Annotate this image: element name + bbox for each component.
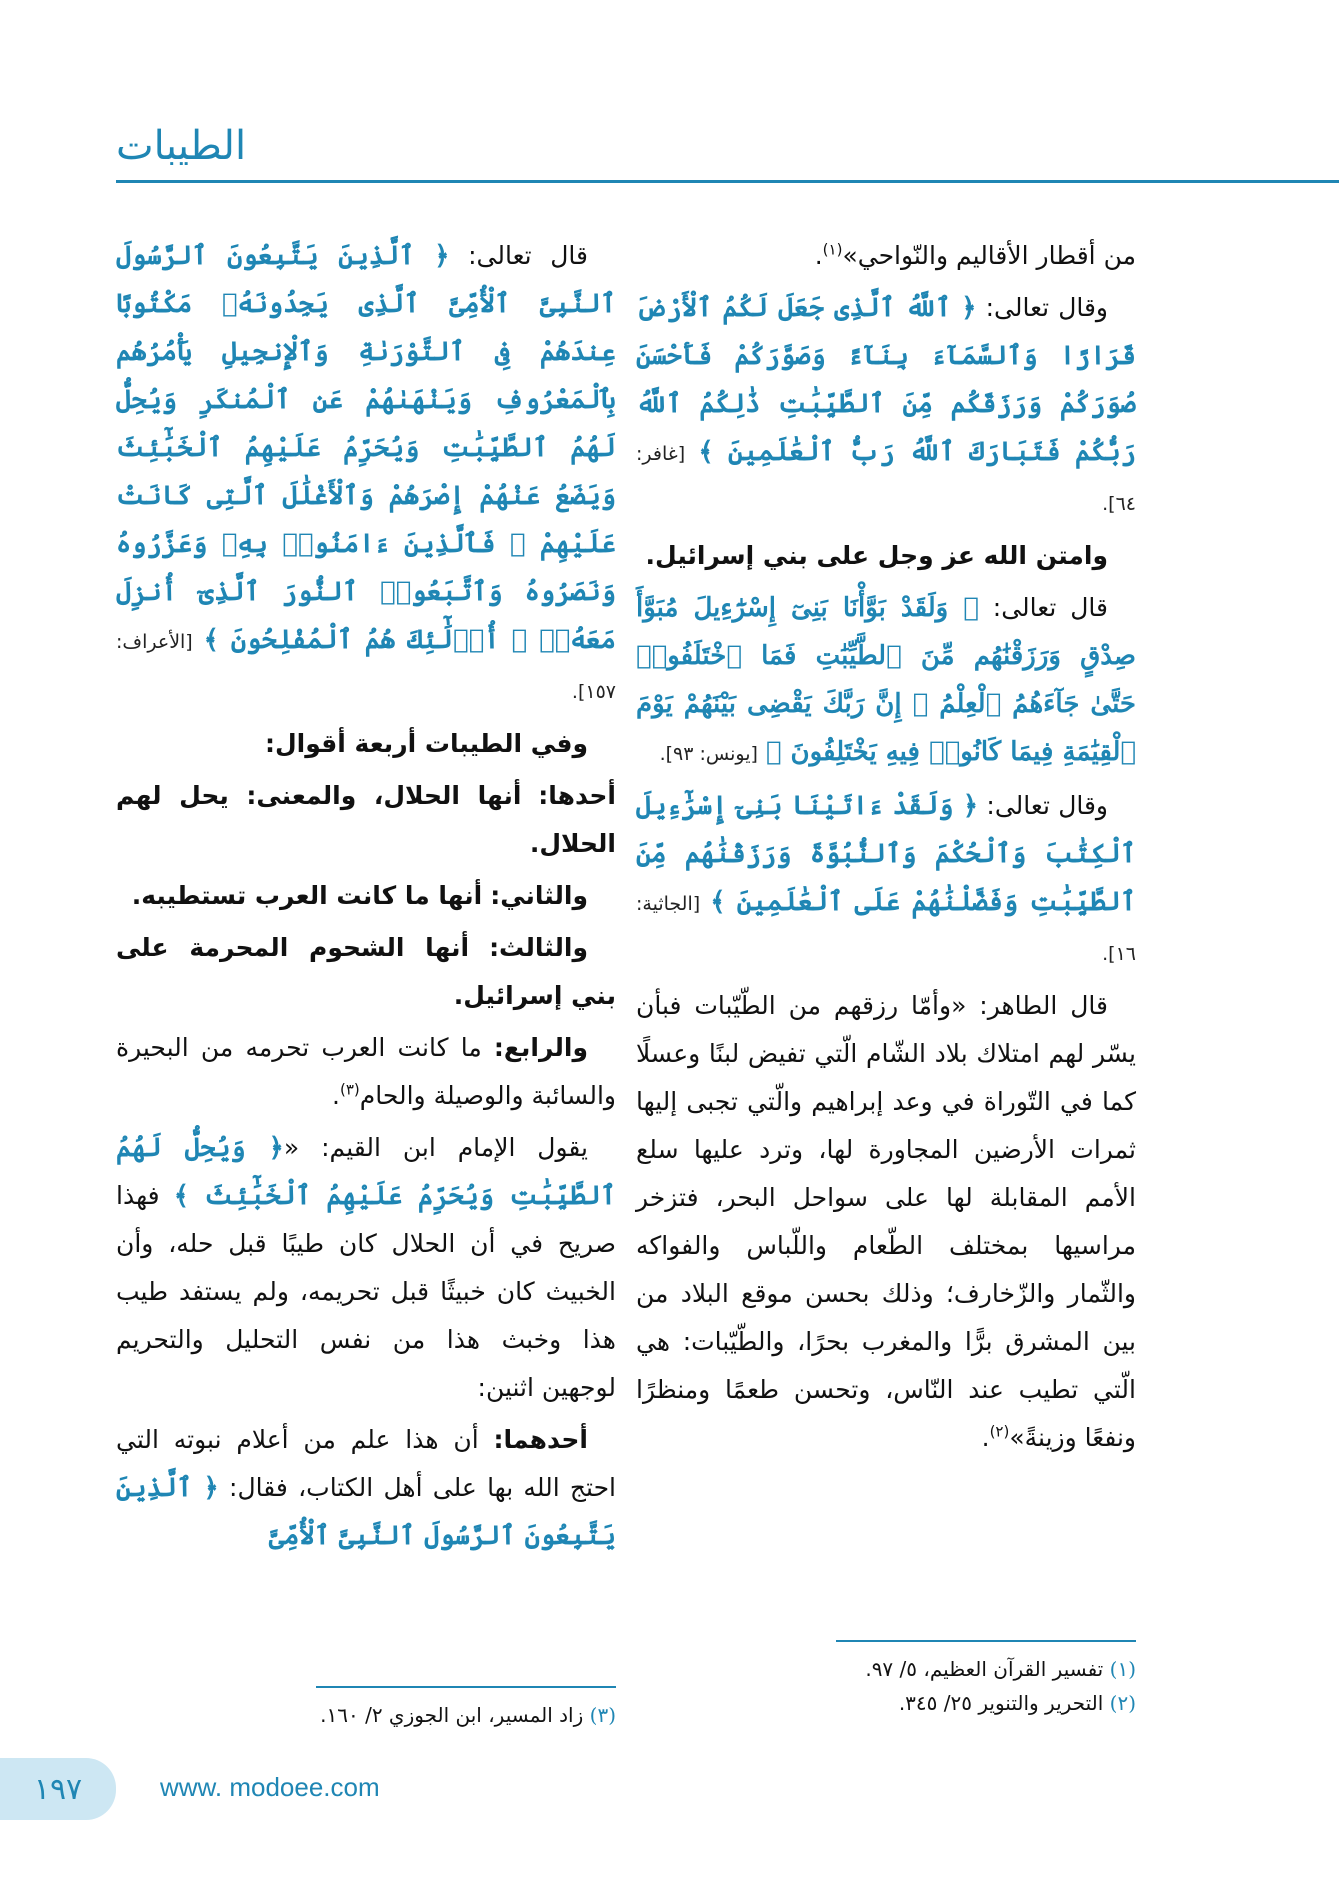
footnote-marker-3[interactable]: (٣) [339,1080,360,1099]
quran-verse-araf: ﴿ ٱلَّذِينَ يَتَّبِعُونَ ٱلرَّسُولَ ٱلنَّبِىَّ ٱلْأُمِّىَّ ٱلَّذِى يَجِدُونَهُۥ مَكْتُوبًا عِندَهُمْ فِى ٱلتَّوْرَىٰةِ وَٱلْإِنجِيلِ يَأْمُرُهُم بِٱلْمَعْرُوفِ وَيَنْهَىٰهُمْ عَنِ ٱلْمُنكَرِ وَيُحِلُّ لَهُمُ ٱلطَّيِّبَٰتِ وَيُحَرِّمُ عَلَيْهِمُ ٱلْخَبَٰٓئِثَ وَيَضَعُ عَنْهُمْ إِصْرَهُمْ وَٱلْأَغْلَٰلَ ٱلَّتِى كَانَتْ عَلَيْهِمْ ۚ فَٱلَّذِينَ ءَامَنُوا۟ بِهِۦ وَعَزَّرُوهُ وَنَصَرُوهُ وَٱتَّبَعُوا۟ ٱلنُّورَ ٱلَّذِىٓ أُنزِلَ مَعَهُۥٓ ۙ أُو۟لَٰٓئِكَ هُمُ ٱلْمُفْلِحُونَ ﴾ [116,241,616,655]
left-column [116,232,616,1564]
left-paragraph-6: والرابع: ما كانت العرب تحرمه من البحيرة والسائبة والوصيلة والحام$^{(٣)}$. [116,1033,616,1110]
right-paragraph-5: وقال تعالى: ﴿ وَلَقَدْ ءَاتَيْنَا بَنِىٓ إِسْرَٰٓءِيلَ ٱلْكِتَٰبَ وَٱلْحُكْمَ وَٱلنُّبُوَّةَ وَرَزَقْنَٰهُم مِّنَ ٱلطَّيِّبَٰتِ وَفَضَّلْنَٰهُمْ عَلَى ٱلْعَٰلَمِينَ ﴾ [الجاثية: ١٦]. [636,791,1136,965]
footnote-3: (٣) زاد المسير، ابن الجوزي ٢/ ١٦٠. [320,1703,616,1727]
verse-reference-araf: [الأعراف: ١٥٧]. [116,631,616,703]
left-paragraph-5: والثالث: أنها الشحوم المحرمة على بني إسرائيل. [116,933,616,1010]
header-rule [116,180,1339,183]
footnotes-left [116,1698,616,1732]
left-paragraph-8: أحدهما: أن هذا علم من أعلام نبوته التي احتج الله بها على أهل الكتاب، فقال: ﴿ ٱلَّذِينَ يَتَّبِعُونَ ٱلرَّسُولَ ٱلنَّبِىَّ ٱلْأُمِّىَّ [116,1425,616,1551]
right-paragraph-1: من أقطار الأقاليم والنّواحي»$^{(١)}$. [814,240,1136,270]
footnote-2: (٢) التحرير والتنوير ٢٥/ ٣٤٥. [898,1691,1136,1715]
right-paragraph-4: قال تعالى: ﴿ وَلَقَدْ بَوَّأْنَا بَنِىٓ إِسْرَٰٓءِيلَ مُبَوَّأَ صِدْقٍ وَرَزَقْنَٰهُم مِّنَ ٱلطَّيِّبَٰتِ فَمَا ٱخْتَلَفُوا۟ حَتَّىٰ جَآءَهُمُ ٱلْعِلْمُ ۚ إِنَّ رَبَّكَ يَقْضِى بَيْنَهُمْ يَوْمَ ٱلْقِيَٰمَةِ فِيمَا كَانُوا۟ فِيهِ يَخْتَلِفُونَ ﴾ [يونس: ٩٣]. [636,593,1136,767]
quran-verse-ghafir: ﴿ ٱللَّهُ ٱلَّذِى جَعَلَ لَكُمُ ٱلْأَرْضَ قَرَارًا وَٱلسَّمَآءَ بِنَآءً وَصَوَّرَكُمْ فَأَحْسَنَ صُوَرَكُمْ وَرَزَقَكُم مِّنَ ٱلطَّيِّبَٰتِ ذَٰلِكُمُ ٱللَّهُ رَبُّكُمْ فَتَبَارَكَ ٱللَّهُ رَبُّ ٱلْعَٰلَمِينَ ﴾ [636,293,1136,467]
footnote-marker-2[interactable]: (٢) [989,1422,1010,1441]
footnote-rule-left [316,1686,616,1688]
right-paragraph-2: وقال تعالى: ﴿ ٱللَّهُ ٱلَّذِى جَعَلَ لَكُمُ ٱلْأَرْضَ قَرَارًا وَٱلسَّمَآءَ بِنَآءً وَصَوَّرَكُمْ فَأَحْسَنَ صُوَرَكُمْ وَرَزَقَكُم مِّنَ ٱلطَّيِّبَٰتِ ذَٰلِكُمُ ٱللَّهُ رَبُّكُمْ فَتَبَارَكَ ٱللَّهُ رَبُّ ٱلْعَٰلَمِينَ ﴾ [غافر: ٦٤]. [636,293,1136,515]
page-number-badge: ١٩٧ [0,1758,116,1820]
left-paragraph-1: قال تعالى: ﴿ ٱلَّذِينَ يَتَّبِعُونَ ٱلرَّسُولَ ٱلنَّبِىَّ ٱلْأُمِّىَّ ٱلَّذِى يَجِدُونَهُۥ مَكْتُوبًا عِندَهُمْ فِى ٱلتَّوْرَىٰةِ وَٱلْإِنجِيلِ يَأْمُرُهُم بِٱلْمَعْرُوفِ وَيَنْهَىٰهُمْ عَنِ ٱلْمُنكَرِ وَيُحِلُّ لَهُمُ ٱلطَّيِّبَٰتِ وَيُحَرِّمُ عَلَيْهِمُ ٱلْخَبَٰٓئِثَ وَيَضَعُ عَنْهُمْ إِصْرَهُمْ وَٱلْأَغْلَٰلَ ٱلَّتِى كَانَتْ عَلَيْهِمْ ۚ فَٱلَّذِينَ ءَامَنُوا۟ بِهِۦ وَعَزَّرُوهُ وَنَصَرُوهُ وَٱتَّبَعُوا۟ ٱلنُّورَ ٱلَّذِىٓ أُنزِلَ مَعَهُۥٓ ۙ أُو۟لَٰٓئِكَ هُمُ ٱلْمُفْلِحُونَ ﴾ [الأعراف: ١٥٧]. [116,241,616,703]
left-paragraph-2: وفي الطيبات أربعة أقوال: [264,729,588,758]
footnote-1: (١) تفسير القرآن العظيم، ٥/ ٩٧. [865,1657,1136,1681]
footnote-marker-1[interactable]: (١) [822,240,843,259]
footnote-rule-right [836,1640,1136,1642]
right-paragraph-6: قال الطاهر: «وأمّا رزقهم من الطّيّبات فبأن يسّر لهم امتلاك بلاد الشّام الّتي تفيض لبنًا وعسلًا كما في التّوراة في وعد إبراهيم والّتي تجبى إليها ثمرات الأرضين المجاورة لها، وترد عليها سلع الأمم المقابلة لها على سواحل البحر، فتزخر مراسيها بمختلف الطّعام واللّباس والفواكه والثّمار والزّخارف؛ وذلك بحسن موقع البلاد من بين المشرق برًّا والمغرب بحرًا، والطّيّبات: هي الّتي تطيب عند النّاس، وتحسن طعمًا ومنظرًا ونفعًا وزينةً»$^{(٢)}$. [636,991,1136,1452]
quran-verse-quote: ﴿ وَيُحِلُّ لَهُمُ ٱلطَّيِّبَٰتِ وَيُحَرِّمُ عَلَيْهِمُ ٱلْخَبَٰٓئِثَ ﴾ [116,1133,616,1211]
right-column [636,232,1136,1466]
left-paragraph-7: يقول الإمام ابن القيم: «﴿ وَيُحِلُّ لَهُمُ ٱلطَّيِّبَٰتِ وَيُحَرِّمُ عَلَيْهِمُ ٱلْخَبَٰٓئِثَ ﴾ فهذا صريح في أن الحلال كان طيبًا قبل حله، وأن الخبيث كان خبيثًا قبل تحريمه، ولم يستفد طيب هذا وخبث هذا من نفس التحليل والتحريم لوجهين اثنين: [116,1133,616,1402]
quran-verse-jathiya: ﴿ وَلَقَدْ ءَاتَيْنَا بَنِىٓ إِسْرَٰٓءِيلَ ٱلْكِتَٰبَ وَٱلْحُكْمَ وَٱلنُّبُوَّةَ وَرَزَقْنَٰهُم مِّنَ ٱلطَّيِّبَٰتِ وَفَضَّلْنَٰهُمْ عَلَى ٱلْعَٰلَمِينَ ﴾ [636,791,1136,917]
quran-verse-continued: ﴿ ٱلَّذِينَ يَتَّبِعُونَ ٱلرَّسُولَ ٱلنَّبِىَّ ٱلْأُمِّىَّ [116,1473,616,1551]
verse-reference-jathiya: [الجاثية: ١٦]. [636,893,1136,965]
footnotes-right [636,1652,1136,1720]
website-link[interactable]: www. modoee.com [160,1772,380,1802]
right-paragraph-3: وامتن الله عز وجل على بني إسرائيل. [645,541,1108,570]
verse-reference-yunus: [يونس: ٩٣]. [659,743,758,765]
verse-reference-ghafir: [غافر: ٦٤]. [636,443,1136,515]
left-paragraph-4: والثاني: أنها ما كانت العرب تستطيبه. [131,881,588,910]
quran-verse-yunus: ﴿ وَلَقَدْ بَوَّأْنَا بَنِىٓ إِسْرَٰٓءِيلَ مُبَوَّأَ صِدْقٍ وَرَزَقْنَٰهُم مِّنَ ٱلطَّيِّبَٰتِ فَمَا ٱخْتَلَفُوا۟ حَتَّىٰ جَآءَهُمُ ٱلْعِلْمُ ۚ إِنَّ رَبَّكَ يَقْضِى بَيْنَهُمْ يَوْمَ ٱلْقِيَٰمَةِ فِيمَا كَانُوا۟ فِيهِ يَخْتَلِفُونَ ﴾ [636,593,1136,767]
left-paragraph-3: أحدها: أنها الحلال، والمعنى: يحل لهم الحلال. [116,781,616,858]
running-head-title: الطيبات [116,123,247,169]
